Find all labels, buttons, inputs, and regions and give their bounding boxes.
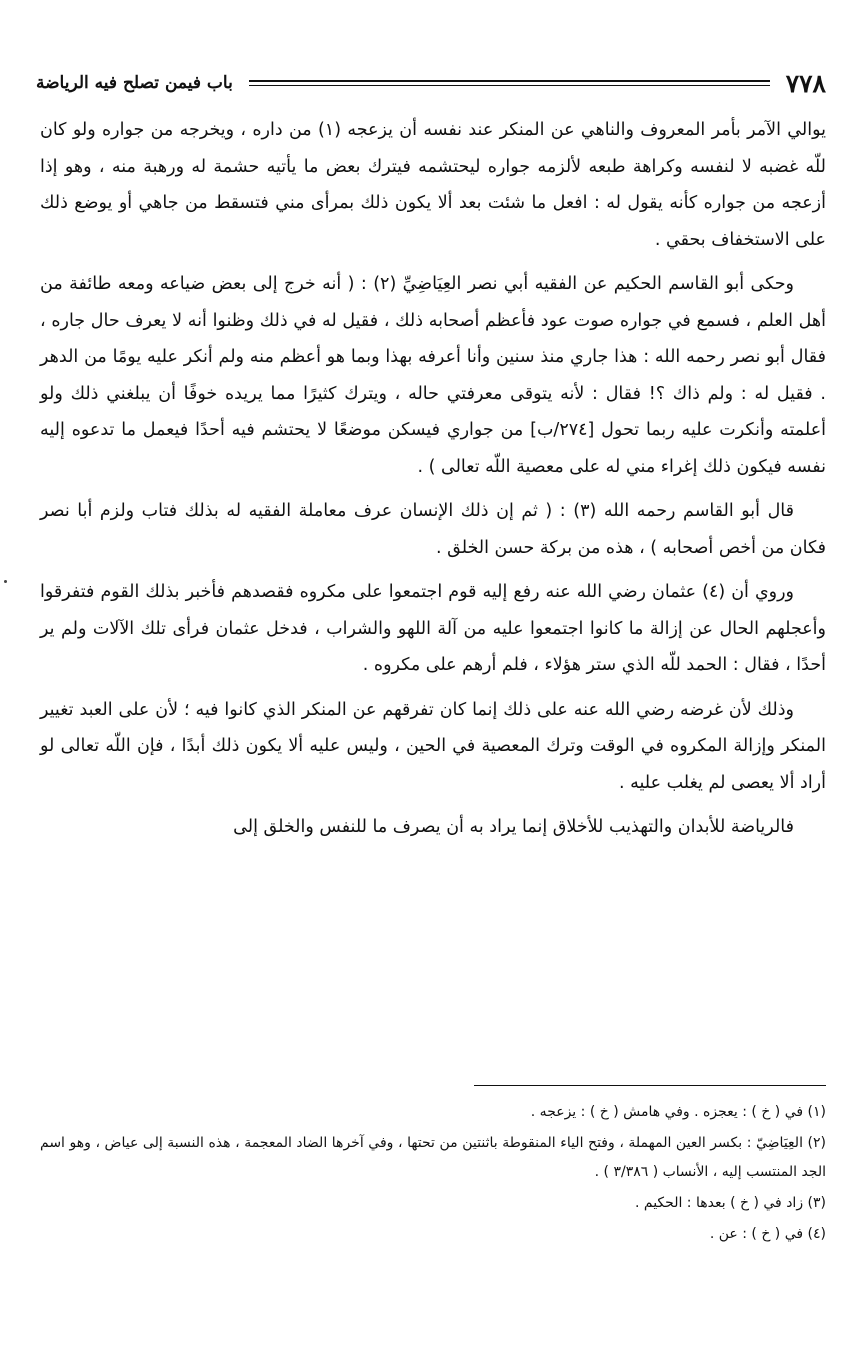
footnote-1: (١) في ( خ ) : يعجزه . وفي هامش ( خ ) : يزعجه . xyxy=(530,1104,826,1120)
scan-speck xyxy=(4,580,7,583)
page-header xyxy=(36,64,826,102)
paragraph-4: وروي أن (٤) عثمان رضي الله عنه رفع إليه قوم اجتمعوا على مكروه فقصدهم فأخبر بذلك القوم فتفرقوا وأعجلهم الحال عن إزالة ما كانوا اجتمعوا عليه من آلة اللهو والشراب ، فدخل عثمان فرأى تلك الآلات ولم ير أحدًا ، فقال : الحمد للّه الذي ستر هؤلاء ، فلم أرهم على مكروه . xyxy=(40,582,826,675)
footnote-4: (٤) في ( خ ) : عن . xyxy=(709,1226,826,1242)
paragraph-5: وذلك لأن غرضه رضي الله عنه على ذلك إنما كان تفرقهم عن المنكر الذي كانوا فيه ؛ لأن على العبد تغيير المنكر وإزالة المكروه في الوقت وترك المعصية في الحين ، وليس عليه ألا يكون ذلك أبدًا ، فإن اللّه تعالى لو أراد ألا يعصى لم يغلب عليه . xyxy=(40,699,826,793)
footnotes xyxy=(40,1098,826,1251)
header-rule xyxy=(249,80,770,86)
footnote-separator xyxy=(474,1085,826,1086)
running-title: باب فيمن تصلح فيه الرياضة xyxy=(36,73,233,93)
paragraph-3: قال أبو القاسم رحمه الله (٣) : ( ثم إن ذلك الإنسان عرف معاملة الفقيه له بذلك فتاب ولزم أبا نصر فكان من أخص أصحابه ) ، هذه من بركة حسن الخلق . xyxy=(40,501,826,558)
paragraph-6: فالرياضة للأبدان والتهذيب للأخلاق إنما يراد به أن يصرف ما للنفس والخلق إلى xyxy=(233,817,794,837)
footnote-2: (٢) العِيَاضِيّ : بكسر العين المهملة ، وفتح الياء المنقوطة باثنتين من تحتها ، وفي آخرها الضاد المعجمة ، هذه النسبة إلى عياض ، وهو اسم الجد المنتسب إليه ، الأنساب ( ٣/٣٨٦ ) . xyxy=(40,1135,826,1180)
footnote-3: (٣) زاد في ( خ ) بعدها : الحكيم . xyxy=(634,1195,826,1211)
paragraph-2: وحكى أبو القاسم الحكيم عن الفقيه أبي نصر العِيَاضِيِّ (٢) : ( أنه خرج إلى بعض ضياعه ومعه طائفة من أهل العلم ، فسمع في جواره صوت عود فأعظم أصحابه ذلك ، فقيل له في ذلك وظنوا أنه لا يعرف حال جاره ، فقال أبو نصر رحمه الله : هذا جاري منذ سنين وأنا أعرفه بهذا وبما هو أعظم منه ولم أنكر عليه يومًا من الدهر . فقيل له : ولم ذاك ؟! فقال : لأنه يتوقى معرفتي حاله ، ويترك كثيرًا مما يريده خوفًا أن يبلغني ذلك ولو أعلمته وأنكرت عليه ربما تحول [٢٧٤/ب] من جواري فيسكن موضعًا لا يحتشم فيه أحدًا فيعمل ما تدعوه إليه نفسه فيكون ذلك إغراء مني له على معصية اللّه تعالى ) . xyxy=(40,274,826,477)
main-text xyxy=(40,112,826,854)
page-number: ٧٧٨ xyxy=(785,68,826,98)
paragraph-1: يوالي الآمر بأمر المعروف والناهي عن المنكر عند نفسه أن يزعجه (١) من داره ، ويخرجه من جواره ولو كان للّه غضبه لا لنفسه وكراهة طبعه لألزمه جواره ليحتشمه فيترك بعض ما يأتيه حشمة له ورهبة منه ، وهو إذا أزعجه من جواره كأنه يقول له : افعل ما شئت بعد ألا يكون ذلك بمرأى مني فتسقط من جاهي أو يوضع ذلك على الاستخفاف بحقي . xyxy=(40,120,826,250)
